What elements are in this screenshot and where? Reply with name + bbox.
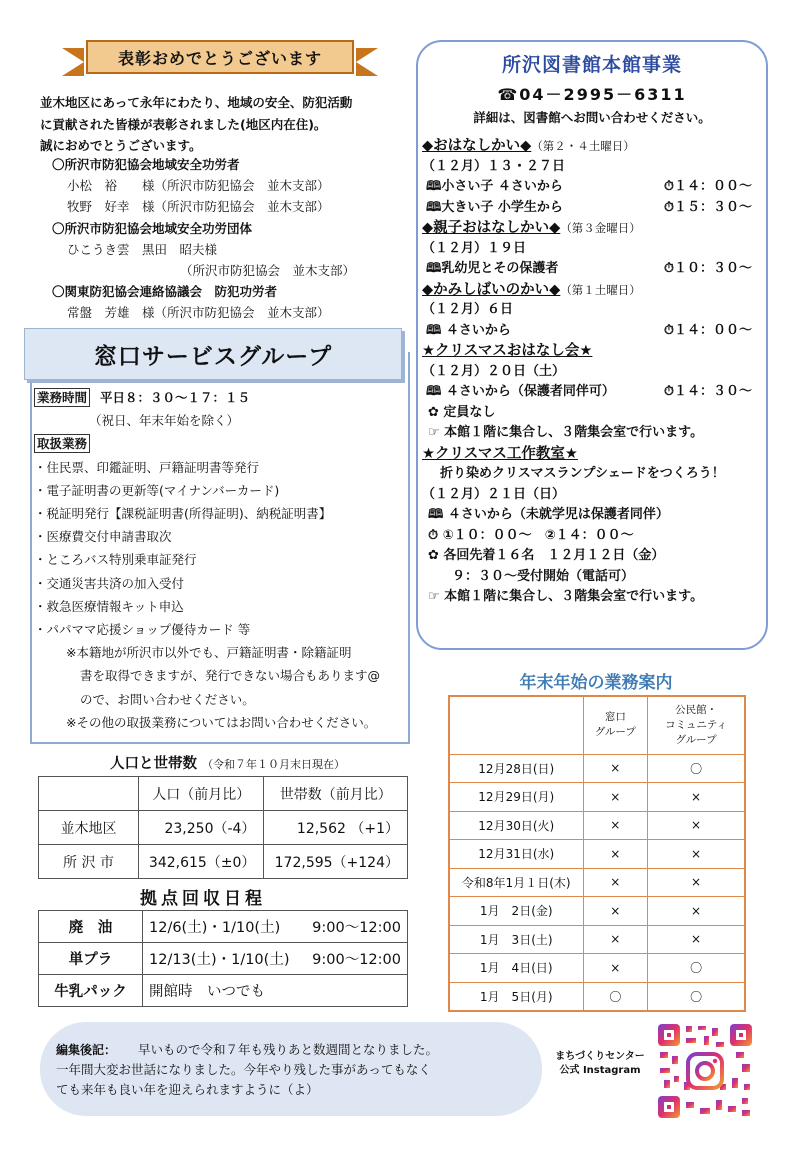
event-time: ⏱１５：３０～ — [663, 199, 752, 215]
services-label: 取扱業務 — [34, 434, 90, 453]
event-row — [422, 259, 766, 280]
event-row — [422, 198, 766, 219]
table-header: 人口（前月比） — [139, 777, 264, 811]
table-cell: × — [583, 754, 648, 783]
event-detail: ⏱ ①１０：００～ ②１４：００～ — [428, 527, 634, 543]
award-intro-line: 並木地区にあって永年にわたり、地域の安全、防犯活動 — [40, 95, 353, 110]
event-detail: ✿ 定員なし — [428, 404, 496, 420]
event-detail: 🕮 ４さいから（未就学児は保護者同伴） — [428, 507, 669, 522]
table-cell: 9:00～12:00 — [302, 943, 408, 975]
instagram-label — [552, 1050, 648, 1078]
service-item: ・ところバス特別乗車証発行 — [34, 552, 197, 568]
table-cell: × — [583, 897, 648, 926]
award-title: 表彰おめでとうございます — [86, 40, 354, 74]
service-item: ・パパママ応援ショップ優待カード 等 — [34, 622, 251, 638]
table-cell — [39, 777, 139, 811]
table-cell: × — [583, 954, 648, 983]
award-list — [52, 154, 412, 324]
awardee: 牧野 好幸 様（所沢市防犯協会 並木支部） — [67, 199, 330, 215]
event-time: ⏱１０：３０～ — [663, 261, 752, 276]
table-cell: × — [648, 840, 745, 869]
table-cell: × — [648, 783, 745, 812]
event-time: ⏱１４：００～ — [663, 179, 752, 194]
window-service-content — [34, 386, 408, 734]
table-cell: 開館時 いつでも — [143, 975, 302, 1007]
table-cell: × — [583, 840, 648, 869]
table-row — [449, 783, 745, 812]
table-cell: 1月 5日(月) — [449, 982, 583, 1011]
instagram-label-line: 公式 Instagram — [559, 1065, 641, 1076]
hours-row — [34, 386, 408, 409]
awardee-affiliation: （所沢市防犯協会 並木支部） — [180, 263, 356, 279]
event-heading — [422, 136, 766, 157]
service-item: ・交通災害共済の加入受付 — [34, 575, 185, 591]
population-title — [110, 752, 410, 773]
table-cell: × — [583, 925, 648, 954]
table-cell — [449, 696, 583, 754]
service-item: ・救急医療情報キット申込 — [34, 598, 184, 614]
table-cell: × — [583, 868, 648, 897]
instagram-label-line: まちづくりセンター — [555, 1051, 645, 1062]
event-row — [422, 382, 766, 403]
table-cell: 342,615（±0） — [139, 845, 264, 879]
event-audience: 🕮乳幼児とその保護者 — [426, 261, 559, 276]
table-cell: 12/13(土)・1/10(土) — [143, 943, 302, 975]
event-detail: ９：３０～受付開始（電話可） — [452, 568, 635, 584]
award-intro-line: に貢献された皆様が表彰されました(地区内在住)。 — [40, 116, 327, 132]
service-item: ・住民票、印鑑証明、戸籍証明書等発行 — [34, 459, 260, 475]
event-date: （１２月）２０日（土） — [422, 363, 566, 379]
award-banner — [62, 38, 378, 78]
table-row — [39, 975, 408, 1007]
year-end-title: 年末年始の業務案内 — [519, 673, 673, 693]
event-row — [422, 177, 766, 198]
service-item: ・税証明発行【課税証明書(所得証明)、納税証明書】 — [34, 506, 332, 522]
table-header: 窓口 グループ — [583, 696, 648, 754]
instagram-qr-icon[interactable] — [656, 1022, 754, 1120]
population-table — [38, 776, 408, 879]
year-end-table — [448, 695, 746, 1012]
event-date: （１２月）２１日（日） — [422, 486, 566, 502]
table-cell: × — [648, 925, 745, 954]
table-row — [39, 911, 408, 943]
ribbon-tail-left — [62, 48, 84, 76]
awardee: 常盤 芳雄 様（所沢市防犯協会 並木支部） — [67, 305, 330, 321]
table-cell: 〇 — [648, 982, 745, 1011]
table-cell — [302, 975, 408, 1007]
table-cell: 12月28日(日) — [449, 754, 583, 783]
table-row — [449, 868, 745, 897]
table-cell: 〇 — [648, 754, 745, 783]
event-audience: 🕮 ４さいから（保護者同伴可） — [426, 384, 615, 399]
qr-code-icon — [656, 1022, 754, 1120]
table-cell: × — [648, 868, 745, 897]
table-row — [39, 811, 408, 845]
event-title: ★クリスマス工作教室★ — [422, 445, 578, 462]
editor-note — [56, 1040, 526, 1100]
editor-text: 一年間大変お世話になりました。今年やり残した事があってもなく — [56, 1062, 431, 1077]
table-row — [39, 845, 408, 879]
table-cell: 12月29日(月) — [449, 783, 583, 812]
window-service-title: 窓口サービスグループ — [24, 328, 402, 380]
table-row — [449, 954, 745, 983]
award-category: 〇所沢市防犯協会地域安全功労団体 — [52, 220, 253, 236]
table-row — [449, 811, 745, 840]
award-category: 〇所沢市防犯協会地域安全功労者 — [52, 157, 240, 172]
table-cell: 12月31日(水) — [449, 840, 583, 869]
service-note: ので、お問い合わせください。 — [80, 691, 255, 707]
service-item: ・電子証明書の更新等(マイナンバーカード) — [34, 482, 280, 498]
service-item: ・医療費交付申請書取次 — [34, 529, 172, 545]
table-cell: × — [648, 811, 745, 840]
table-cell: 1月 2日(金) — [449, 897, 583, 926]
event-heading — [422, 218, 766, 239]
service-note: 書を取得できますが、発行できない場合もあります@ — [80, 668, 381, 684]
table-row — [449, 696, 745, 754]
table-header: 公民館・ コミュニティ グループ — [648, 696, 745, 754]
event-date: （１２月）１３・２７日 — [422, 158, 566, 174]
table-cell: × — [648, 897, 745, 926]
population-date-note: （令和７年１０月末日現在） — [202, 758, 346, 771]
editor-text: ても来年も良い年を迎えられますように（よ） — [56, 1082, 319, 1097]
collection-table — [38, 910, 408, 1007]
table-cell: 並木地区 — [39, 811, 139, 845]
event-time: ⏱１４：００～ — [663, 322, 752, 338]
collection-title: 拠点回収日程 — [140, 889, 266, 909]
event-detail: ☞ 本館１階に集合し、３階集会室で行います。 — [428, 589, 704, 604]
event-date: （１２月）１９日 — [422, 240, 527, 256]
library-phone: ☎04－2995－6311 — [497, 85, 687, 104]
award-intro — [40, 92, 410, 157]
event-time: ⏱１４：３０～ — [663, 384, 752, 399]
hours-note: （祝日、年末年始を除く） — [89, 413, 240, 429]
table-cell: 9:00～12:00 — [302, 911, 408, 943]
table-cell: 12,562 （+1） — [264, 811, 408, 845]
editor-note-line — [56, 1040, 526, 1060]
table-cell: 廃 油 — [39, 911, 143, 943]
editor-text: 早いもので令和７年も残りあと数週間となりました。 — [138, 1042, 439, 1057]
event-schedule: （第３金曜日） — [560, 221, 641, 235]
table-cell: 12月30日(火) — [449, 811, 583, 840]
service-note: ※本籍地が所沢市以外でも、戸籍証明書・除籍証明 — [66, 645, 352, 661]
table-row — [39, 777, 408, 811]
table-row — [449, 982, 745, 1011]
table-cell: 23,250（-4） — [139, 811, 264, 845]
table-cell: 単プラ — [39, 943, 143, 975]
event-schedule: （第２・４土曜日） — [531, 139, 635, 153]
table-cell: 令和8年1月１日(木) — [449, 868, 583, 897]
event-date: （１２月）６日 — [422, 302, 514, 317]
event-row — [422, 321, 766, 342]
award-intro-line: 誠におめでとうございます。 — [40, 138, 202, 153]
event-title: ★クリスマスおはなし会★ — [422, 343, 593, 359]
event-audience: 🕮大きい子 小学生から — [426, 199, 563, 215]
event-detail: ✿ 各回先着１６名 １２月１２日（金） — [428, 548, 665, 563]
table-cell: 所 沢 市 — [39, 845, 139, 879]
table-cell: 1月 3日(土) — [449, 925, 583, 954]
ribbon-tail-right — [356, 48, 378, 76]
event-title: ◆親子おはなしかい◆ — [422, 220, 561, 236]
table-row — [449, 754, 745, 783]
table-header: 世帯数（前月比） — [264, 777, 408, 811]
editor-label: 編集後記： — [56, 1043, 117, 1057]
table-row — [449, 840, 745, 869]
table-cell: × — [583, 783, 648, 812]
library-title: 所沢図書館本館事業 — [501, 54, 682, 76]
event-title: ◆かみしばいのかい◆ — [422, 281, 561, 298]
award-category: 〇関東防犯協会連絡協議会 防犯功労者 — [52, 284, 278, 300]
population-title-text: 人口と世帯数 — [110, 756, 197, 772]
table-row — [39, 943, 408, 975]
table-cell: 1月 4日(日) — [449, 954, 583, 983]
event-description: 折り染めクリスマスランプシェードをつくろう！ — [440, 466, 725, 481]
event-heading — [422, 280, 766, 301]
table-row — [449, 897, 745, 926]
table-cell: 172,595（+124） — [264, 845, 408, 879]
table-row — [449, 925, 745, 954]
table-cell: 12/6(土)・1/10(土) — [143, 911, 302, 943]
event-audience: 🕮 ４さいから — [426, 322, 511, 338]
event-schedule: （第１土曜日） — [560, 282, 641, 297]
service-note: ※その他の取扱業務についてはお問い合わせください。 — [66, 714, 377, 730]
awardee: ひこうき雲 黒田 昭夫様 — [67, 241, 218, 257]
table-cell: 〇 — [648, 954, 745, 983]
event-title: ◆おはなしかい◆ — [422, 138, 532, 154]
table-cell: 牛乳パック — [39, 975, 143, 1007]
event-detail: ☞ 本館１階に集合し、３階集会室で行います。 — [428, 425, 704, 440]
library-inquiry: 詳細は、図書館へお問い合わせください。 — [473, 110, 711, 125]
table-cell: × — [583, 811, 648, 840]
library-events — [422, 136, 766, 608]
event-audience: 🕮小さい子 ４さいから — [426, 179, 563, 194]
awardee: 小松 裕 様（所沢市防犯協会 並木支部） — [67, 178, 330, 194]
hours-value: 平日８：３０～１７：１５ — [100, 390, 251, 405]
hours-label: 業務時間 — [34, 388, 90, 407]
table-cell: 〇 — [583, 982, 648, 1011]
